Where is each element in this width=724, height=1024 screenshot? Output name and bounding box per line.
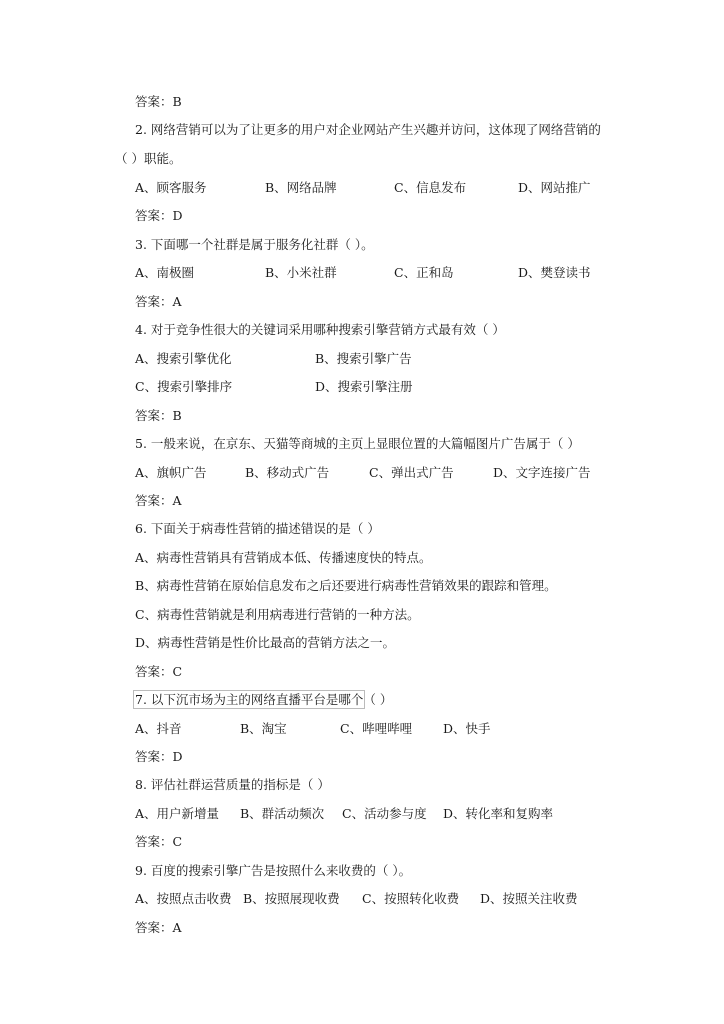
question-5-option-c: C、弹出式广告 — [369, 465, 454, 480]
answer-7: 答案：D — [135, 749, 183, 764]
question-6-option-d: D、病毒性营销是性价比最高的营销方法之一。 — [135, 635, 396, 650]
question-7-blank: （ ） — [363, 692, 393, 707]
question-2-text-cont: （ ）职能。 — [115, 151, 182, 166]
answer-9: 答案：A — [135, 920, 182, 935]
question-5-text: 5. 一般来说，在京东、天猫等商城的主页上显眼位置的大篇幅图片广告属于（ ） — [135, 436, 580, 451]
question-6-text: 6. 下面关于病毒性营销的描述错误的是（ ） — [135, 521, 380, 536]
answer-6: 答案：C — [135, 664, 183, 679]
question-3-option-b: B、小米社群 — [265, 265, 337, 280]
question-9-option-a: A、按照点击收费 — [135, 891, 232, 906]
question-6-option-a: A、病毒性营销具有营销成本低、传播速度快的特点。 — [135, 550, 432, 565]
question-4-text: 4. 对于竞争性很大的关键词采用哪种搜索引擎营销方式最有效（ ） — [135, 322, 505, 337]
question-4-option-b: B、搜索引擎广告 — [315, 351, 412, 366]
question-4-option-d: D、搜索引擎注册 — [315, 379, 413, 394]
question-2-option-c: C、信息发布 — [394, 180, 467, 195]
question-5-option-a: A、旗帜广告 — [135, 465, 207, 480]
question-6-option-c: C、病毒性营销就是利用病毒进行营销的一种方法。 — [135, 607, 420, 622]
question-9-option-c: C、按照转化收费 — [362, 891, 460, 906]
question-5-option-d: D、文字连接广告 — [493, 465, 591, 480]
question-8-option-d: D、转化率和复购率 — [443, 806, 554, 821]
question-7-option-b: B、淘宝 — [240, 721, 287, 736]
answer-4: 答案：B — [135, 408, 182, 423]
answer-2: 答案：D — [135, 208, 183, 223]
answer-8: 答案：C — [135, 834, 183, 849]
question-3-option-a: A、南极圈 — [135, 265, 195, 280]
question-2-option-b: B、网络品牌 — [265, 180, 337, 195]
answer-5: 答案：A — [135, 493, 182, 508]
answer-3: 答案：A — [135, 294, 182, 309]
question-2-option-a: A、顾客服务 — [135, 180, 207, 195]
question-5-option-b: B、移动式广告 — [245, 465, 330, 480]
question-4-option-a: A、搜索引擎优化 — [135, 351, 232, 366]
question-7-option-d: D、快手 — [443, 721, 491, 736]
question-7-text-row — [135, 692, 392, 708]
question-7-option-c: C、哔哩哔哩 — [340, 721, 413, 736]
question-7-option-a: A、抖音 — [135, 721, 182, 736]
question-2-option-d: D、网站推广 — [518, 180, 591, 195]
question-8-option-c: C、活动参与度 — [342, 806, 427, 821]
question-8-option-a: A、用户新增量 — [135, 806, 220, 821]
question-9-text: 9. 百度的搜索引擎广告是按照什么来收费的（ ）。 — [135, 863, 412, 878]
question-9-option-b: B、按照展现收费 — [243, 891, 340, 906]
question-7-text: 7. 以下沉市场为主的网络直播平台是哪个 — [135, 692, 364, 707]
question-4-option-c: C、搜索引擎排序 — [135, 379, 233, 394]
question-9-option-d: D、按照关注收费 — [480, 891, 578, 906]
question-8-text: 8. 评估社群运营质量的指标是（ ） — [135, 777, 330, 792]
question-6-option-b: B、病毒性营销在原始信息发布之后还要进行病毒性营销效果的跟踪和管理。 — [135, 578, 557, 593]
question-2-text: 2. 网络营销可以为了让更多的用户对企业网站产生兴趣并访问，这体现了网络营销的 — [135, 122, 601, 137]
question-3-option-c: C、正和岛 — [394, 265, 454, 280]
question-3-text: 3. 下面哪一个社群是属于服务化社群（ ）。 — [135, 237, 374, 252]
question-8-option-b: B、群活动频次 — [240, 806, 325, 821]
answer-1: 答案：B — [135, 94, 182, 109]
question-3-option-d: D、樊登读书 — [518, 265, 591, 280]
